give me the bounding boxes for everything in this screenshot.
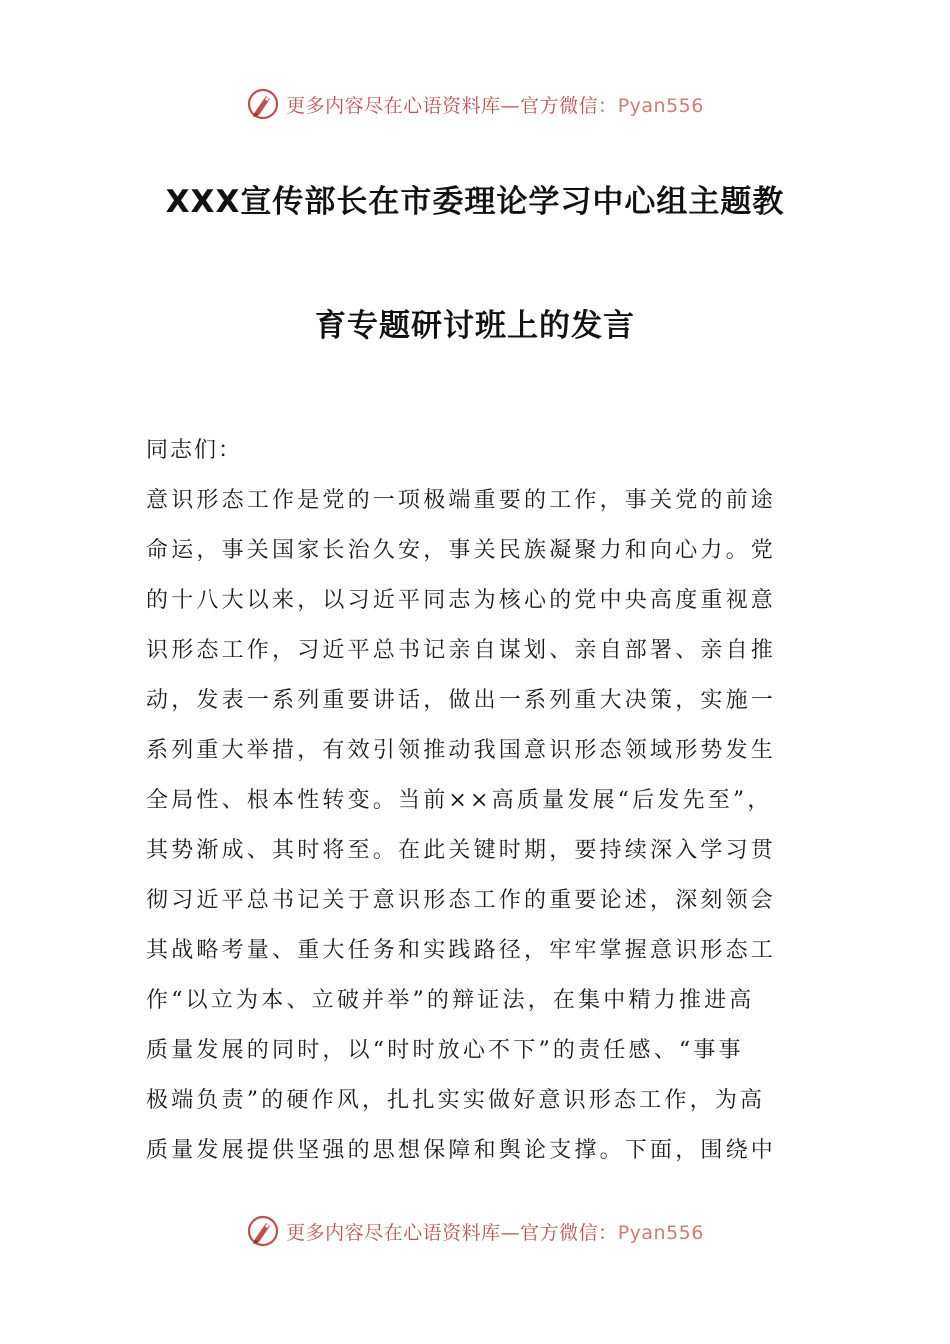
body-line: 系列重大举措，有效引领推动我国意识形态领域形势发生 xyxy=(146,738,777,763)
body-line: 作“以立为本、立破并举”的辩证法，在集中精力推进高 xyxy=(146,988,755,1013)
watermark-wechat-id: Pyan556 xyxy=(617,94,704,117)
watermark-text xyxy=(286,91,704,118)
watermark-wechat-id: Pyan556 xyxy=(617,1221,704,1244)
watermark-brand: 更多内容尽在心语资料库— xyxy=(286,94,521,117)
document-title-line-1: XXX宣传部长在市委理论学习中心组主题教 xyxy=(165,184,785,220)
body-line: 质量发展的同时，以“时时放心不下”的责任感、“事事 xyxy=(146,1038,744,1063)
body-line: 其势渐成、其时将至。在此关键时期，要持续深入学习贯 xyxy=(146,838,777,863)
body-line: 质量发展提供坚强的思想保障和舆论支撑。下面，围绕中 xyxy=(146,1138,777,1163)
body-line: 其战略考量、重大任务和实践路径，牢牢掌握意识形态工 xyxy=(146,938,777,963)
body-line: 极端负责”的硬作风，扎扎实实做好意识形态工作，为高 xyxy=(146,1088,766,1113)
pen-nib-icon xyxy=(246,1214,280,1248)
body-line: 彻习近平总书记关于意识形态工作的重要论述，深刻领会 xyxy=(146,888,777,913)
footer-watermark-banner xyxy=(0,1209,950,1253)
body-line: 识形态工作，习近平总书记亲自谋划、亲自部署、亲自推 xyxy=(146,638,777,663)
document-title-line-2: 育专题研讨班上的发言 xyxy=(315,308,635,344)
greeting: 同志们： xyxy=(146,438,243,463)
body-line: 意识形态工作是党的一项极端重要的工作，事关党的前途 xyxy=(146,488,777,513)
watermark-wechat-prefix: 官方微信： xyxy=(520,94,618,117)
watermark-wechat-prefix: 官方微信： xyxy=(520,1221,618,1244)
body-text xyxy=(146,483,806,1183)
body-line: 动，发表一系列重要讲话，做出一系列重大决策，实施一 xyxy=(146,688,777,713)
pen-nib-icon xyxy=(246,87,280,121)
body-line: 全局性、根本性转变。当前××高质量发展“后发先至”， xyxy=(146,788,773,813)
watermark-text xyxy=(286,1218,704,1245)
body-line: 命运，事关国家长治久安，事关民族凝聚力和向心力。党 xyxy=(146,538,777,563)
watermark-brand: 更多内容尽在心语资料库— xyxy=(286,1221,521,1244)
body-line: 的十八大以来，以习近平同志为核心的党中央高度重视意 xyxy=(146,588,777,613)
header-watermark-banner xyxy=(0,82,950,126)
